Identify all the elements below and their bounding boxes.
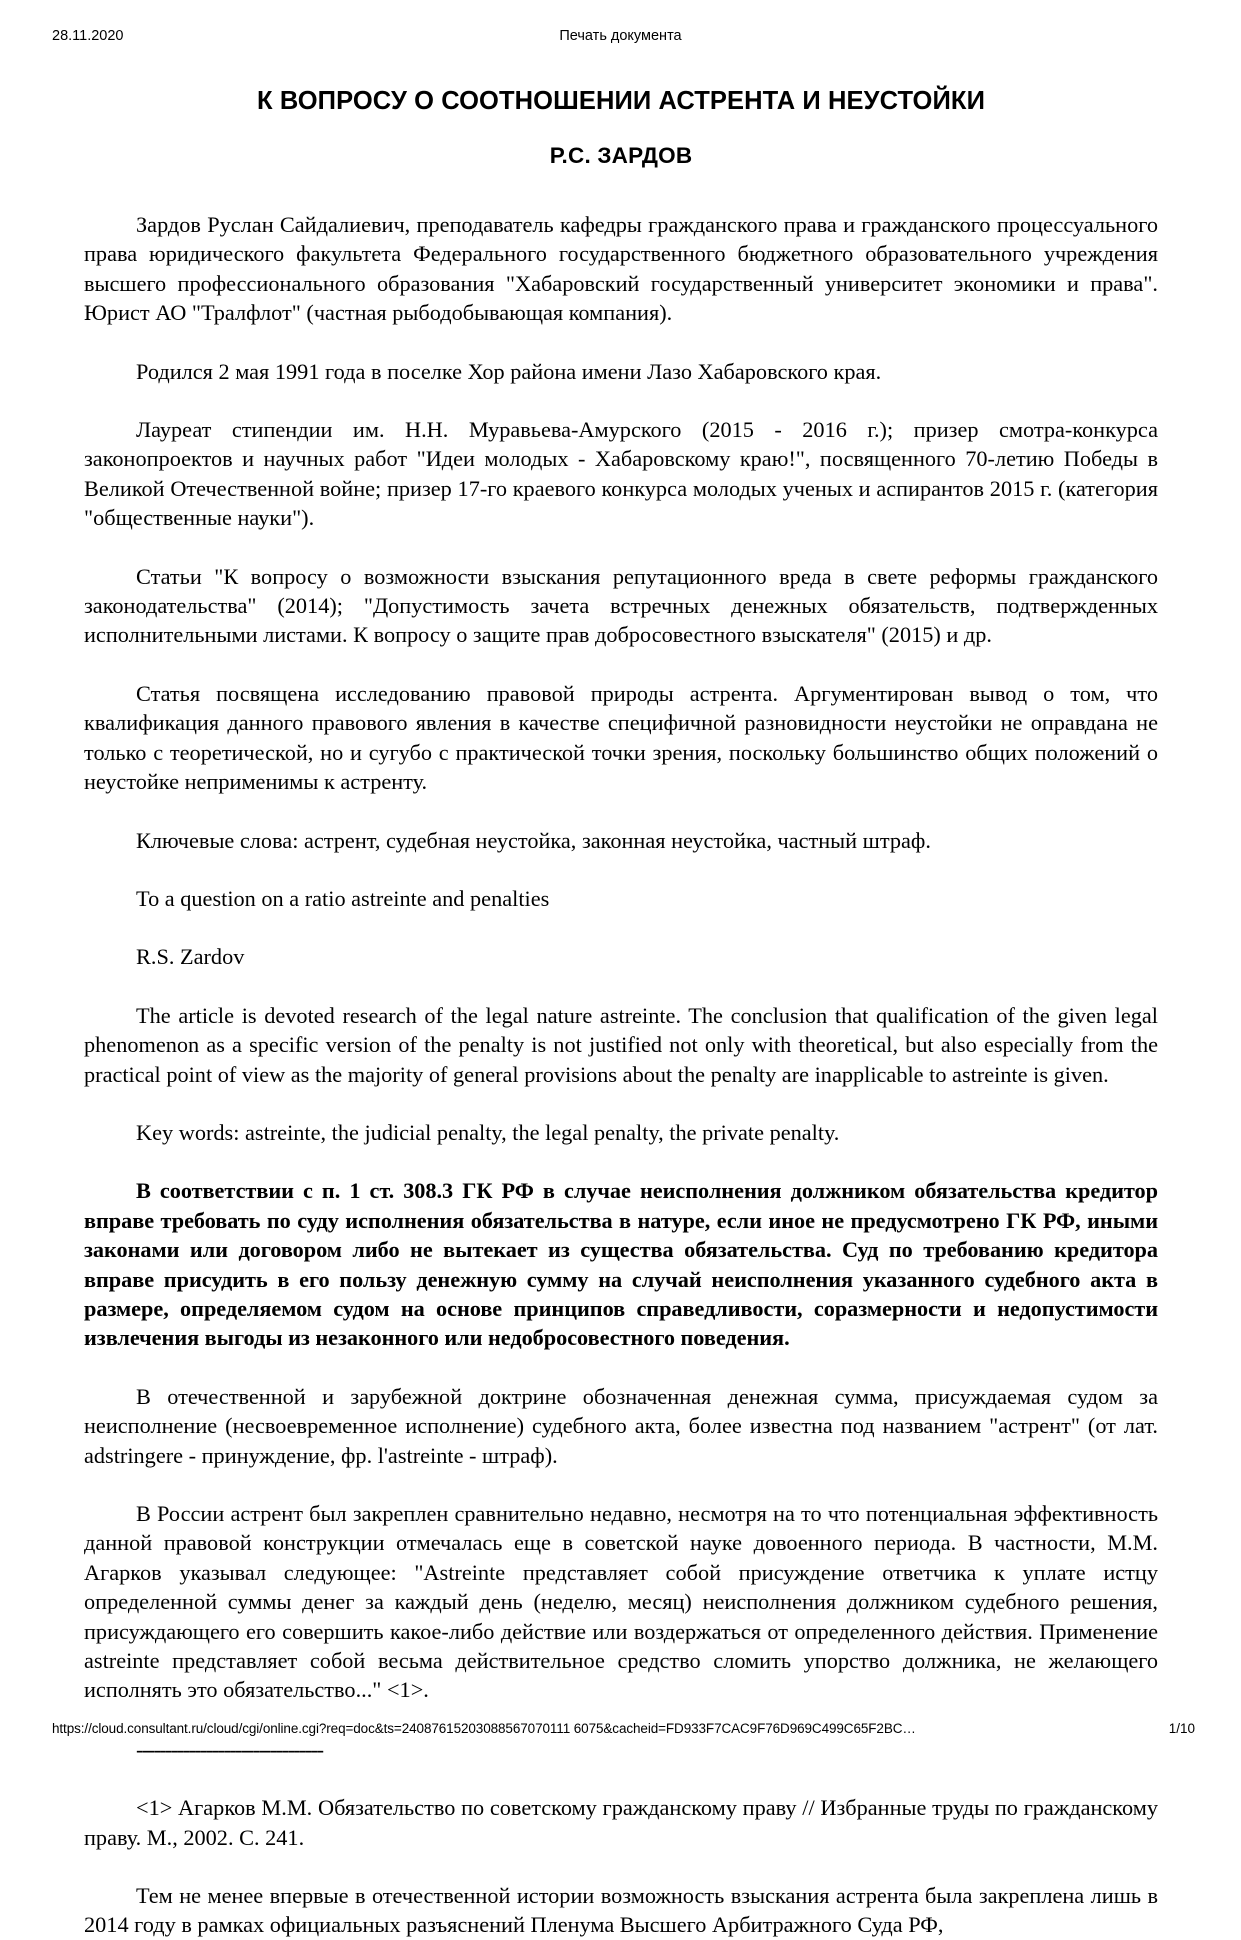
paragraph-author-en: R.S. Zardov (136, 944, 245, 970)
paragraph-abstract-ru: Статья посвящена исследованию правовой природы астрента. Аргументирован вывод о том, что квалификация данного правового явления в качестве специфичной разновидности неустойки не оправдана не только с теоретической, но и сугубо с практической точки зрения, поскольку большинство общих положений о неустойке неприменимы к астренту. (84, 680, 1158, 795)
paragraph-keywords-ru: Ключевые слова: астрент, судебная неустойка, законная неустойка, частный штраф. (136, 827, 931, 853)
print-header (0, 26, 1241, 46)
paragraph-abstract-en: The article is devoted research of the legal nature astreinte. The conclusion that qualification of the given legal phenomenon as a specific version of the penalty is not justified not only with theoretical, but also especially from the practical point of view as the majority of general provisions about the penalty are inapplicable to astreinte is given. (84, 1002, 1158, 1087)
print-page-number: 1/10 (1168, 1721, 1195, 1736)
paragraph-title-en: To a question on a ratio astreinte and penalties (136, 885, 550, 911)
page-title: К ВОПРОСУ О СООТНОШЕНИИ АСТРЕНТА И НЕУСТОЙКИ (256, 87, 986, 115)
paragraph-publications: Статьи "К вопросу о возможности взыскания репутационного вреда в свете реформы гражданского законодательства" (2014); "Допустимость зачета встречных денежных обязательств, подтвержденных исполнительными листами. К вопросу о защите прав добросовестного взыскателя" (2015) и др. (84, 563, 1158, 648)
document-author: Р.С. ЗАРДОВ (549, 143, 693, 168)
paragraph-keywords-en: Key words: astreinte, the judicial penalty, the legal penalty, the private penalty. (136, 1119, 840, 1145)
footnote-1: <1> Агарков М.М. Обязательство по советскому гражданскому праву // Избранные труды по гражданскому праву. М., 2002. С. 241. (84, 1795, 1158, 1850)
print-footer-url: https://cloud.consultant.ru/cloud/cgi/online.cgi?req=doc&ts=24087615203088567070111 6075&cacheid=FD933F7CAC9F76D969C499C65F2BC… (52, 1721, 916, 1736)
paragraph-2014-plenum: Тем не менее впервые в отечественной истории возможность взыскания астрента была закреплена лишь в 2014 году в рамках официальных разъяснений Пленума Высшего Арбитражного Суда РФ, (84, 1883, 1158, 1938)
paragraph-awards: Лауреат стипендии им. Н.Н. Муравьева-Амурского (2015 - 2016 г.); призер смотра-конкурса законопроектов и научных работ "Идеи молодых - Хабаровскому краю!", посвященного 70-летию Победы в Великой Отечественной войне; призер 17-го краевого конкурса молодых ученых и аспирантов 2015 г. (категория "общественные науки"). (84, 417, 1158, 531)
print-date: 28.11.2020 (52, 28, 124, 44)
print-header-title: Печать документа (559, 28, 682, 44)
paragraph-russia-history: В России астрент был закреплен сравнительно недавно, несмотря на то что потенциальная эффективность данной правовой конструкции отмечалась еще в советской науке довоенного периода. В частности, М.М. Агарков указывал следующее: "Astreinte представляет собой присуждение ответчика к уплате истцу определенной суммы денег за каждый день (неделю, месяц) неисполнения должником судебного решения, присуждающего его совершить какое-либо действие или воздержаться от определенного действия. Применение astreinte представляет собой весьма действительное средство сломить упорство должника, не желающего исполнять это обязательство..." <1>. (84, 1501, 1158, 1703)
paragraph-birth: Родился 2 мая 1991 года в поселке Хор района имени Лазо Хабаровского края. (136, 358, 882, 384)
print-footer (0, 1719, 1241, 1739)
paragraph-law-citation: В соответствии с п. 1 ст. 308.3 ГК РФ в случае неисполнения должником обязательства кредитор вправе требовать по суду исполнения обязательства в натуре, если иное не предусмотрено ГК РФ, иными законами или договором либо не вытекает из существа обязательства. Суд по требованию кредитора вправе присудить в его пользу денежную сумму на случай неисполнения указанного судебного акта в размере, определяемом судом на основе принципов справедливости, соразмерности и недопустимости извлечения выгоды из незаконного или недобросовестного поведения. (84, 1178, 1158, 1351)
document-body (84, 64, 1158, 1940)
paragraph-bio-affiliation: Зардов Руслан Сайдалиевич, преподаватель кафедры гражданского права и гражданского процессуального права юридического факультета Федерального государственного бюджетного образовательного учреждения высшего профессионального образования "Хабаровский государственный университет экономики и права". Юрист АО "Тралфлот" (частная рыбодобывающая компания). (84, 212, 1158, 326)
paragraph-doctrine: В отечественной и зарубежной доктрине обозначенная денежная сумма, присуждаемая судом за неисполнение (несвоевременное исполнение) судебного акта, более известна под названием "астрент" (от лат. adstringere - принуждение, фр. l'astreinte - штраф). (84, 1383, 1158, 1468)
footnote-separator: -------------------------------- (136, 1736, 323, 1762)
